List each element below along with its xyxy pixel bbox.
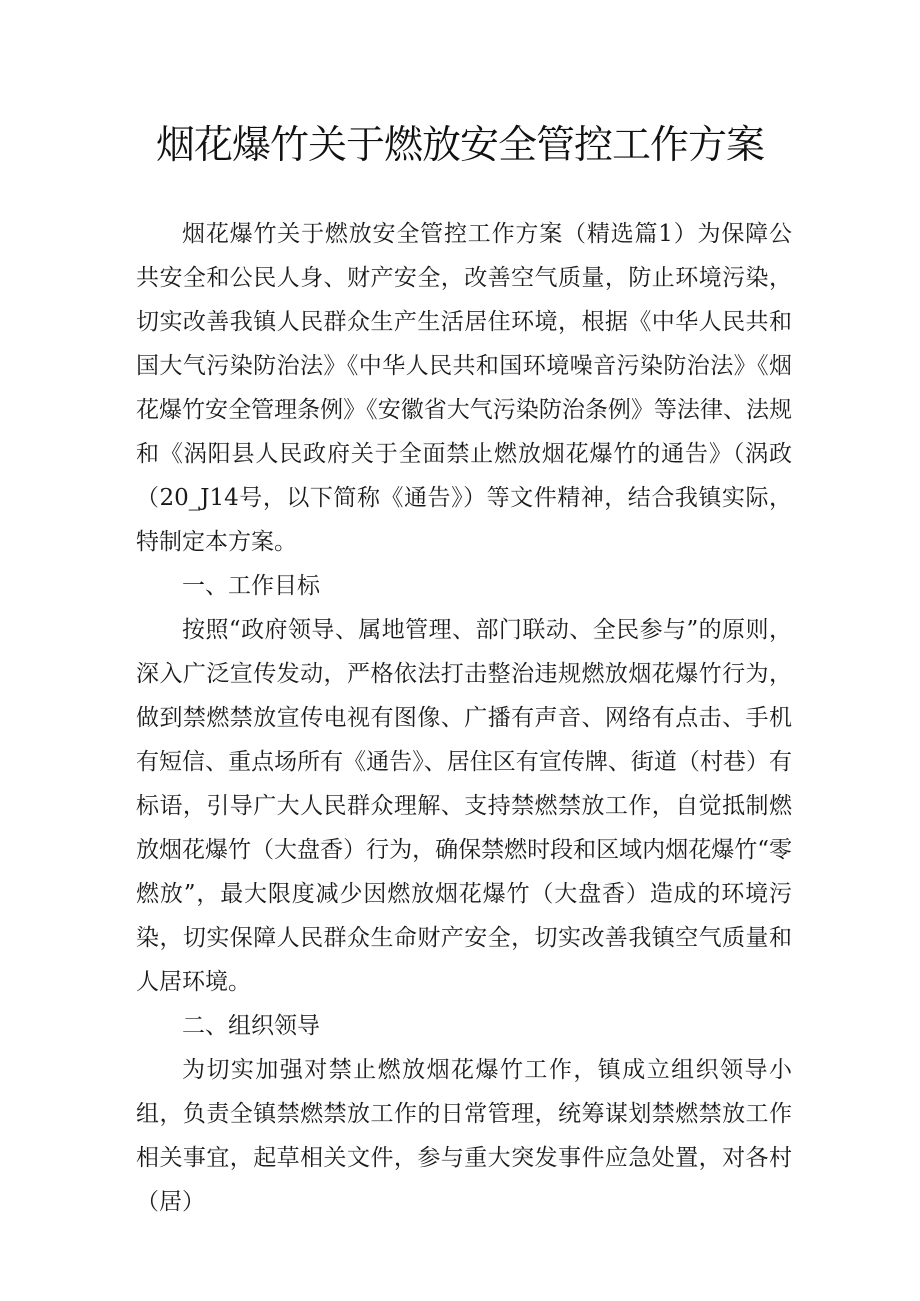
intro-paragraph: 烟花爆竹关于燃放安全管控工作方案（精选篇1）为保障公共安全和公民人身、财产安全，改善空气质量，防止环境污染，切实改善我镇人民群众生产生活居住环境，根据《中华人民共和国大气污染防治法》《中华人民共和国环境噪音污染防治法》《烟花爆竹安全管理条例》《安徽省大气污染防治条例》等法律、法规和《涡阳县人民政府关于全面禁止燃放烟花爆竹的通告》（涡政（20_J14号，以下简称《通告》）等文件精神，结合我镇实际，特制定本方案。: [136, 221, 792, 555]
organization-paragraph: 为切实加强对禁止燃放烟花爆竹工作，镇成立组织领导小组，负责全镇禁燃禁放工作的日常管理，统筹谋划禁燃禁放工作相关事宜，起草相关文件，参与重大突发事件应急处置，对各村（居）: [136, 1057, 792, 1215]
work-goals-paragraph: 按照“政府领导、属地管理、部门联动、全民参与”的原则，深入广泛宣传发动，严格依法打击整治违规燃放烟花爆竹行为，做到禁燃禁放宣传电视有图像、广播有声音、网络有点击、手机有短信、重点场所有《通告》、居住区有宣传牌、街道（村巷）有标语，引导广大人民群众理解、支持禁燃禁放工作，自觉抵制燃放烟花爆竹（大盘香）行为，确保禁燃时段和区域内烟花爆竹“零燃放”，最大限度减少因燃放烟花爆竹（大盘香）造成的环境污染，切实保障人民群众生命财产安全，切实改善我镇空气质量和人居环境。: [136, 617, 792, 995]
section-heading-work-goals: 一、工作目标: [182, 573, 320, 599]
document-title: 烟花爆竹关于燃放安全管控工作方案: [155, 123, 764, 168]
section-heading-organization: 二、组织领导: [182, 1013, 320, 1039]
document-body: [136, 212, 792, 1224]
